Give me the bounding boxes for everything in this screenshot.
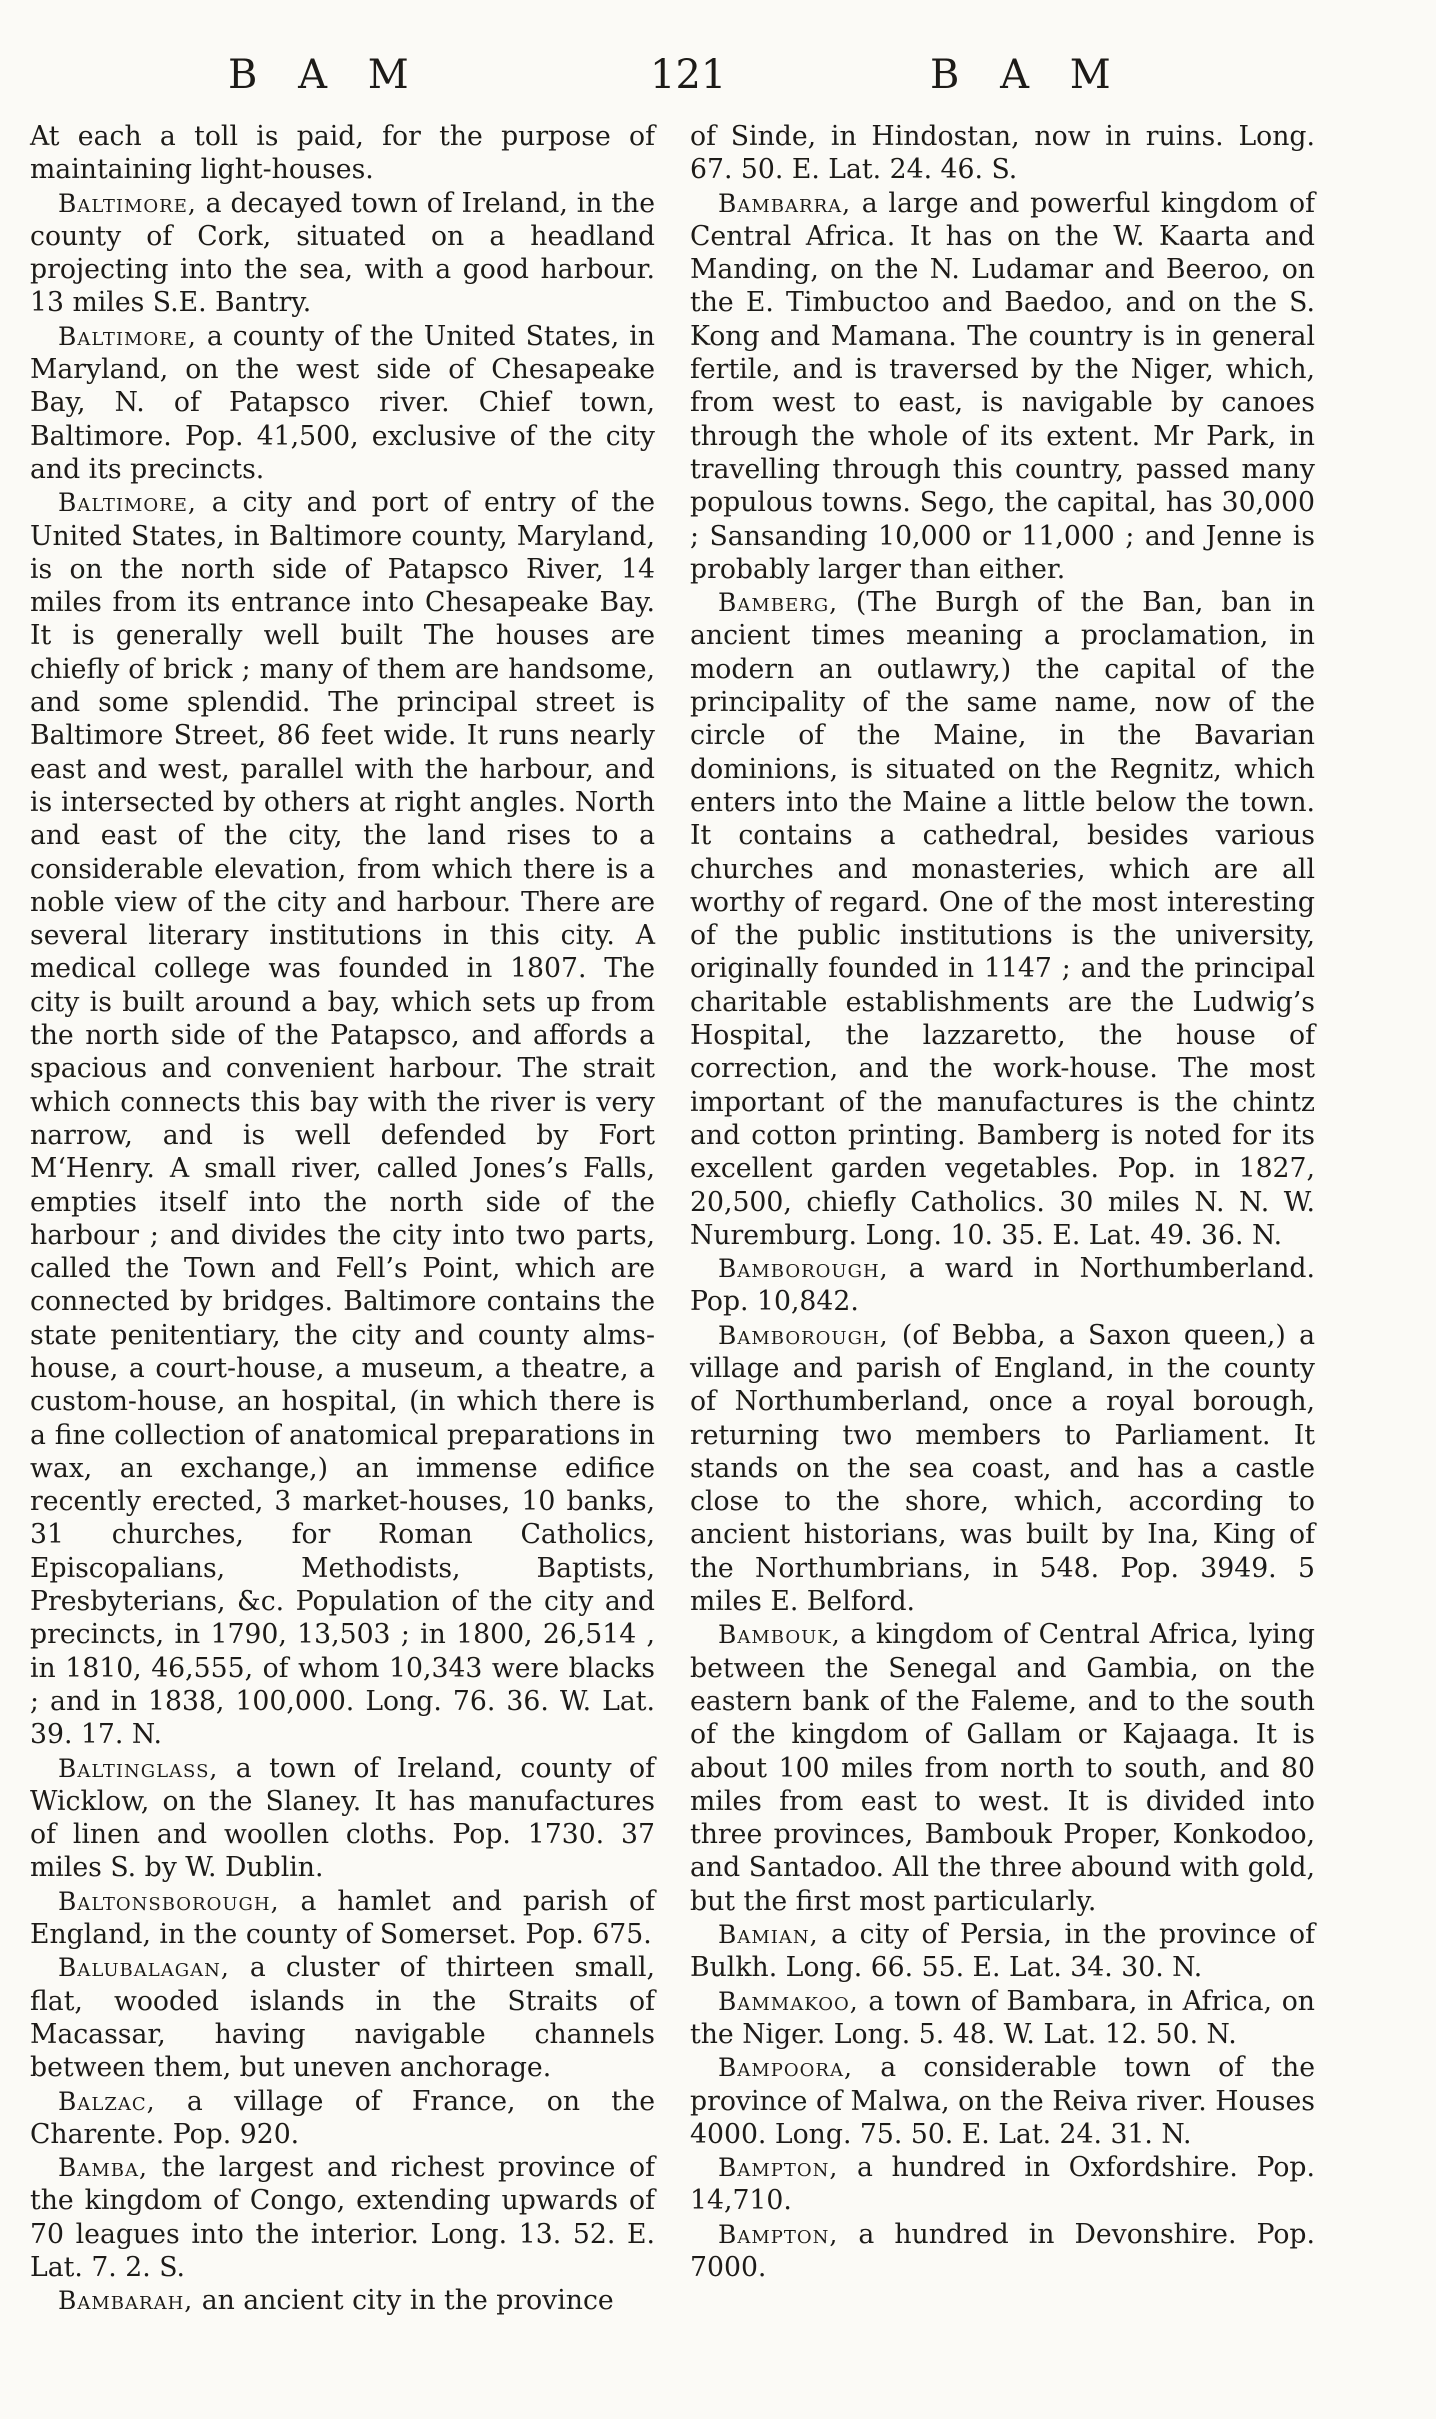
entry [690,1319,1315,1619]
entry-text: a considerable town of the province of Malwa, on the Reiva river. Houses 4000. Long. 75. 50. E. Lat. 24. 31. N. [690,2052,1315,2150]
entry-headword: Baltimore, [58,488,197,518]
entry [30,1885,655,1952]
entry [30,320,655,486]
entry [30,2151,655,2284]
entry-headword: Bampoora, [718,2053,853,2083]
entry-text: a city and port of entry of the United States, in Baltimore county, Maryland, is on the north side of Patapsco River, 14 miles from its entrance into Chesapeake Bay. It is generally well built The houses are chiefly of brick ; many of them are handsome, and some splendid. The principal street is Baltimore Street, 86 feet wide. It runs nearly east and west, parallel with the harbour, and is intersected by others at right angles. North and east of the city, the land rises to a considerable elevation, from which there is a noble view of the city and harbour. There are several literary institutions in this city. A medical college was founded in 1807. The city is built around a bay, which sets up from the north side of the Patapsco, and affords a spacious and convenient harbour. The strait which connects this bay with the river is very narrow, and is well defended by Fort M‘Henry. A small river, called Jones’s Falls, empties itself into the north side of the harbour ; and divides the city into two parts, called the Town and Fell’s Point, which are connected by bridges. Baltimore contains the state penitentiary, the city and county alms-house, a court-house, a museum, a theatre, a custom-house, an hospital, (in which there is a fine collection of anatomical preparations in wax, an exchange,) an immense edifice recently erected, 3 market-houses, 10 banks, 31 churches, for Roman Catholics, Episcopalians, Methodists, Baptists, Presbyterians, &c. Population of the city and precincts, in 1790, 13,503 ; in 1800, 26,514 , in 1810, 46,555, of whom 10,343 were blacks ; and in 1838, 100,000. Long. 76. 36. W. Lat. 39. 17. N. [30,487,655,1751]
entry-headword: Bampton, [718,2219,839,2249]
entry-text: a decayed town of Ireland, in the county of Cork, situated on a headland projecting into the sea, with a good harbour. 13 miles S.E. Bantry. [30,187,655,319]
entry-headword: Bambarah, [58,2286,194,2316]
entry-text: a ward in Northumberland. Pop. 10,842. [690,1253,1315,1318]
running-header [0,52,1436,112]
entry [30,1951,655,2084]
entry [30,187,655,320]
entry [690,2218,1315,2285]
entry-text: (of Bebba, a Saxon queen,) a village and parish of England, in the county of Northumberland, once a royal borough, returning two members to Parliament. It stands on the sea coast, and has a castle close to the shore, which, according to ancient historians, was built by Ina, King of the Northumbrians, in 548. Pop. 3949. 5 miles E. Belford. [690,1319,1315,1618]
entry [30,2085,655,2152]
entry-continuation: of Sinde, in Hindostan, now in ruins. Long. 67. 50. E. Lat. 24. 46. S. [690,121,1315,186]
entry [690,2151,1315,2218]
entry-headword: Baltimore, [58,188,197,218]
entry-text: a county of the United States, in Maryland, on the west side of Chesapeake Bay, N. of Patapsco river. Chief town, Baltimore. Pop. 41,500, exclusive of the city and its precincts. [30,320,655,485]
entry-text: an ancient city in the province [193,2285,614,2317]
entry-text: a town of Ireland, county of Wicklow, on the Slaney. It has manufactures of linen and woollen cloths. Pop. 1730. 37 miles S. by W. Dublin. [30,1752,655,1884]
entry-headword: Balzac, [58,2086,156,2116]
entry-headword: Baltonsborough, [58,1886,280,1916]
entry [690,2051,1315,2151]
entry-headword: Bamba, [58,2153,148,2183]
entry-headword: Bamborough, [718,1254,889,1284]
entry-text: (The Burgh of the Ban, ban in ancient times meaning a proclamation, in modern an outlawry,) the capital of the principality of the same name, now of the circle of the Maine, in the Bavarian dominions, is situated on the Regnitz, which enters into the Maine a little below the town. It contains a cathedral, besides various churches and monasteries, which are all worthy of regard. One of the most interesting of the public institutions is the university, originally founded in 1147 ; and the principal charitable establishments are the Ludwig’s Hospital, the lazzaretto, the house of correction, and the work-house. The most important of the manufactures is the chintz and cotton printing. Bamberg is noted for its excellent garden vegetables. Pop. in 1827, 20,500, chiefly Catholics. 30 miles N. N. W. Nuremburg. Long. 10. 35. E. Lat. 49. 36. N. [690,587,1315,1251]
entry-headword: Bamian, [718,1920,819,1950]
entry-headword: Bamberg, [718,588,839,618]
entry-text: a cluster of thirteen small, flat, wooded islands in the Straits of Macassar, having navigable channels between them, but uneven anchorage. [30,1952,655,2084]
entry-headword: Bammakoo, [718,1986,859,2016]
entry-headword: Bamborough, [718,1320,889,1350]
entry [690,187,1315,587]
left-column [30,120,655,2318]
entry [690,586,1315,1252]
entry-headword: Baltinglass, [58,1753,219,1783]
entry-text: a village of France, on the Charente. Pop. 920. [30,2085,655,2150]
entry-headword: Baltimore, [58,321,197,351]
entry [30,1752,655,1885]
entry-text: a city of Persia, in the province of Bulkh. Long. 66. 55. E. Lat. 34. 30. N. [690,1919,1315,1984]
entry-text: a kingdom of Central Africa, lying between the Senegal and Gambia, on the eastern bank of the Faleme, and to the south of the kingdom of Gallam or Kajaaga. It is about 100 miles from north to south, and 80 miles from east to west. It is divided into three provinces, Bambouk Proper, Konkodoo, and Santadoo. All the three abound with gold, but the first most particularly. [690,1619,1315,1917]
entry [690,1252,1315,1319]
entry [30,486,655,1751]
entry-headword: Bambouk, [718,1620,841,1650]
entry-text: a hundred in Oxfordshire. Pop. 14,710. [690,2152,1315,2217]
page-number: 121 [650,52,727,98]
entry-headword: Balubalagan, [58,1953,230,1983]
entry-text: a large and powerful kingdom of Central Africa. It has on the W. Kaarta and Manding, on the N. Ludamar and Beeroo, on the E. Timbuctoo and Baedoo, and on the S. Kong and Mamana. The country is in general fertile, and is traversed by the Niger, which, from west to east, is navigable by canoes through the whole of its extent. Mr Park, in travelling through this country, passed many populous towns. Sego, the capital, has 30,000 ; Sansanding 10,000 or 11,000 ; and Jenne is probably larger than either. [690,187,1315,585]
entry-headword: Bambarra, [718,188,852,218]
entry-continuation: At each a toll is paid, for the purpose of maintaining light-houses. [30,121,655,186]
entry-text: a hamlet and parish of England, in the county of Somerset. Pop. 675. [30,1885,655,1951]
entry [690,1985,1315,2052]
entry-text: a town of Bambara, in Africa, on the Niger. Long. 5. 48. W. Lat. 12. 50. N. [690,1985,1315,2050]
entry-headword: Bampton, [718,2153,839,2183]
header-right-word: B A M [930,52,1125,98]
header-left-word: B A M [228,52,423,98]
right-column [690,120,1315,2284]
entry-text: the largest and richest province of the kingdom of Congo, extending upwards of 70 leagues into the interior. Long. 13. 52. E. Lat. 7. 2. S. [30,2152,655,2283]
entry [30,2284,655,2317]
entry [690,1618,1315,1918]
entry-text: a hundred in Devonshire. Pop. 7000. [690,2218,1315,2283]
entry [690,1918,1315,1985]
